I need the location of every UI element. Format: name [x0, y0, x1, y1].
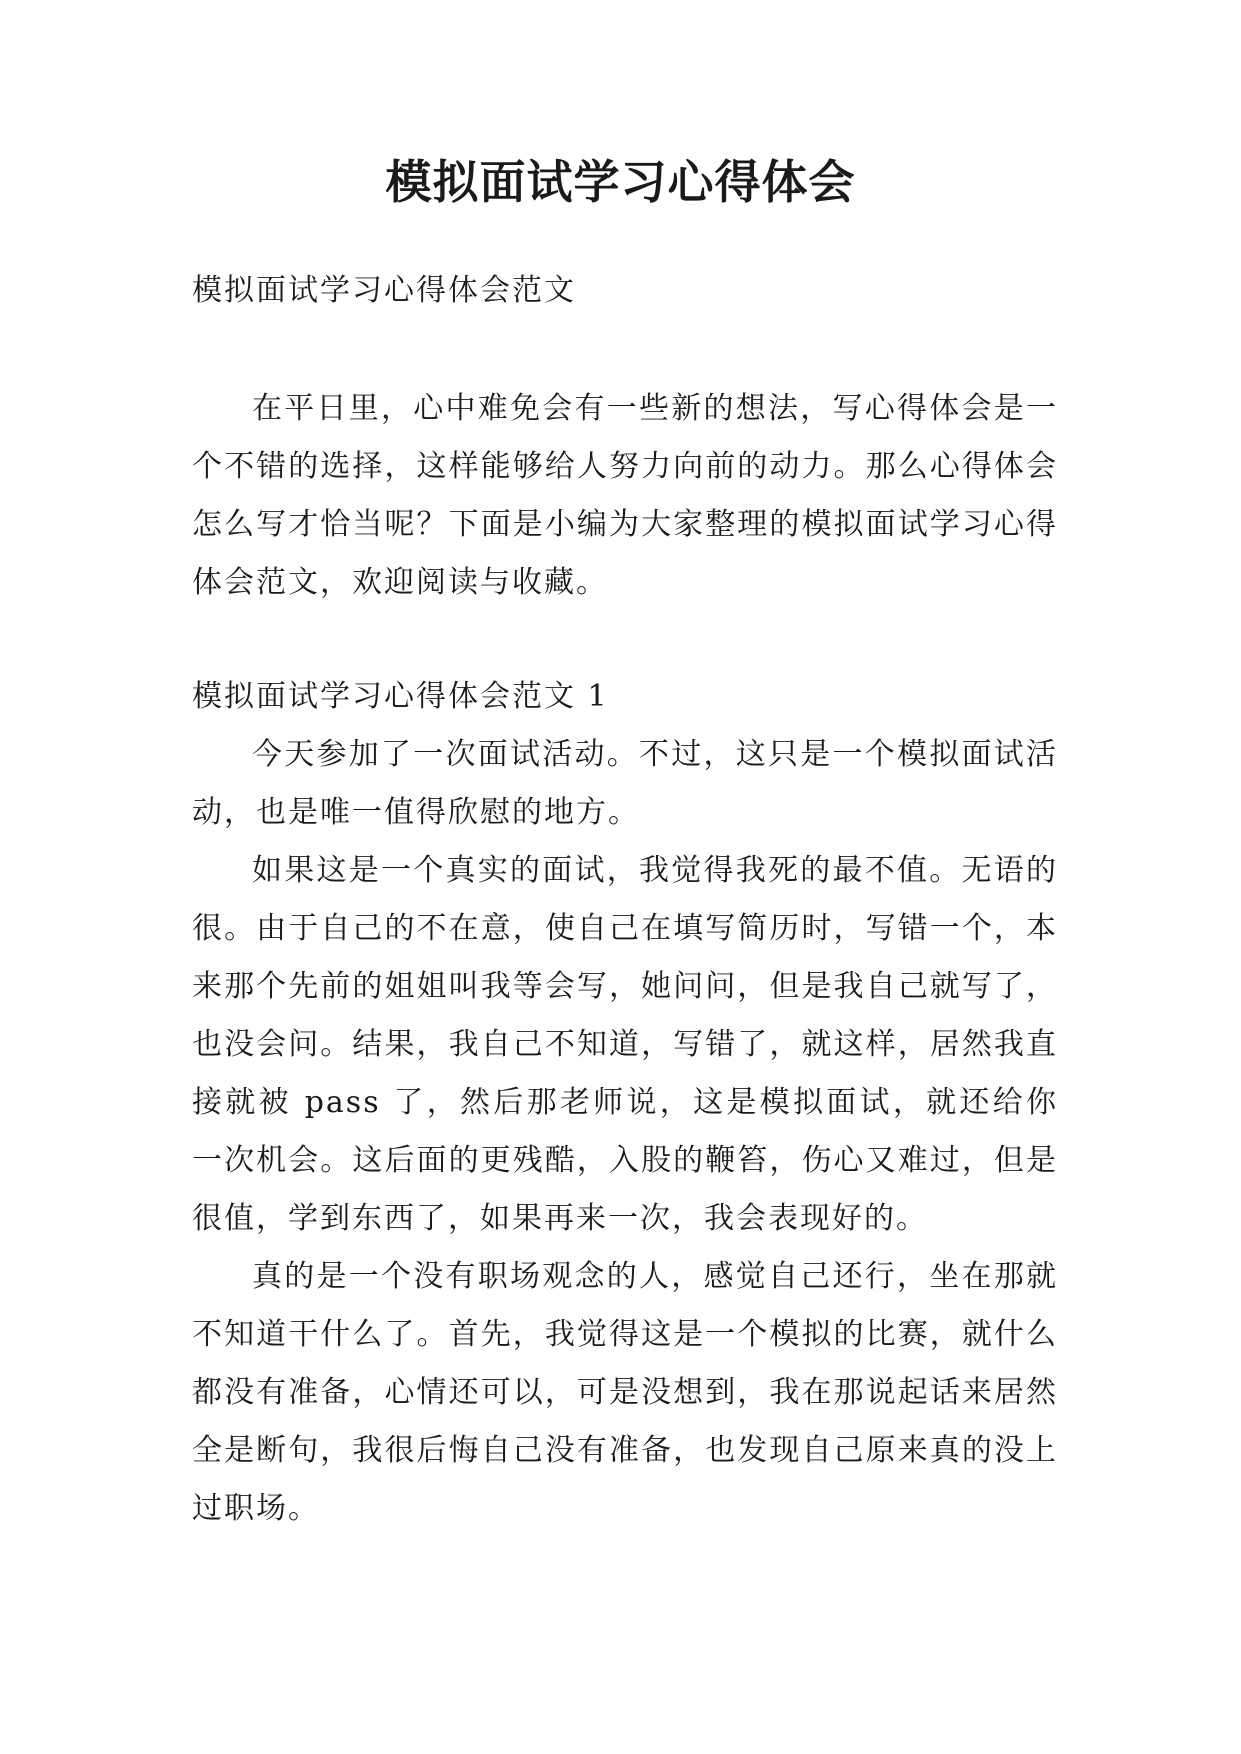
document-body [192, 262, 1058, 1538]
spacer [192, 612, 1058, 668]
body-paragraph: 如果这是一个真实的面试，我觉得我死的最不值。无语的很。由于自己的不在意，使自己在填写简历时，写错一个，本来那个先前的姐姐叫我等会写，她问问，但是我自己就写了，也没会问。结果，我自己不知道，写错了，就这样，居然我直接就被 pass 了，然后那老师说，这是模拟面试，就还给你一次机会。这后面的更残酷，入股的鞭笞，伤心又难过，但是很值，学到东西了，如果再来一次，我会表现好的。 [192, 853, 1058, 1236]
document-title: 模拟面试学习心得体会 [385, 155, 856, 209]
document-subtitle: 模拟面试学习心得体会范文 [192, 273, 576, 308]
intro-paragraph: 在平日里，心中难免会有一些新的想法，写心得体会是一个不错的选择，这样能够给人努力向前的动力。那么心得体会怎么写才恰当呢？下面是小编为大家整理的模拟面试学习心得体会范文，欢迎阅读与收藏。 [192, 391, 1058, 600]
section-heading: 模拟面试学习心得体会范文 1 [192, 679, 609, 714]
body-paragraph: 真的是一个没有职场观念的人，感觉自己还行，坐在那就不知道干什么了。首先，我觉得这是一个模拟的比赛，就什么都没有准备，心情还可以，可是没想到，我在那说起话来居然全是断句，我很后悔自己没有准备，也发现自己原来真的没上过职场。 [192, 1259, 1058, 1526]
body-paragraph: 今天参加了一次面试活动。不过，这只是一个模拟面试活动，也是唯一值得欣慰的地方。 [192, 737, 1058, 830]
spacer [192, 320, 1058, 380]
